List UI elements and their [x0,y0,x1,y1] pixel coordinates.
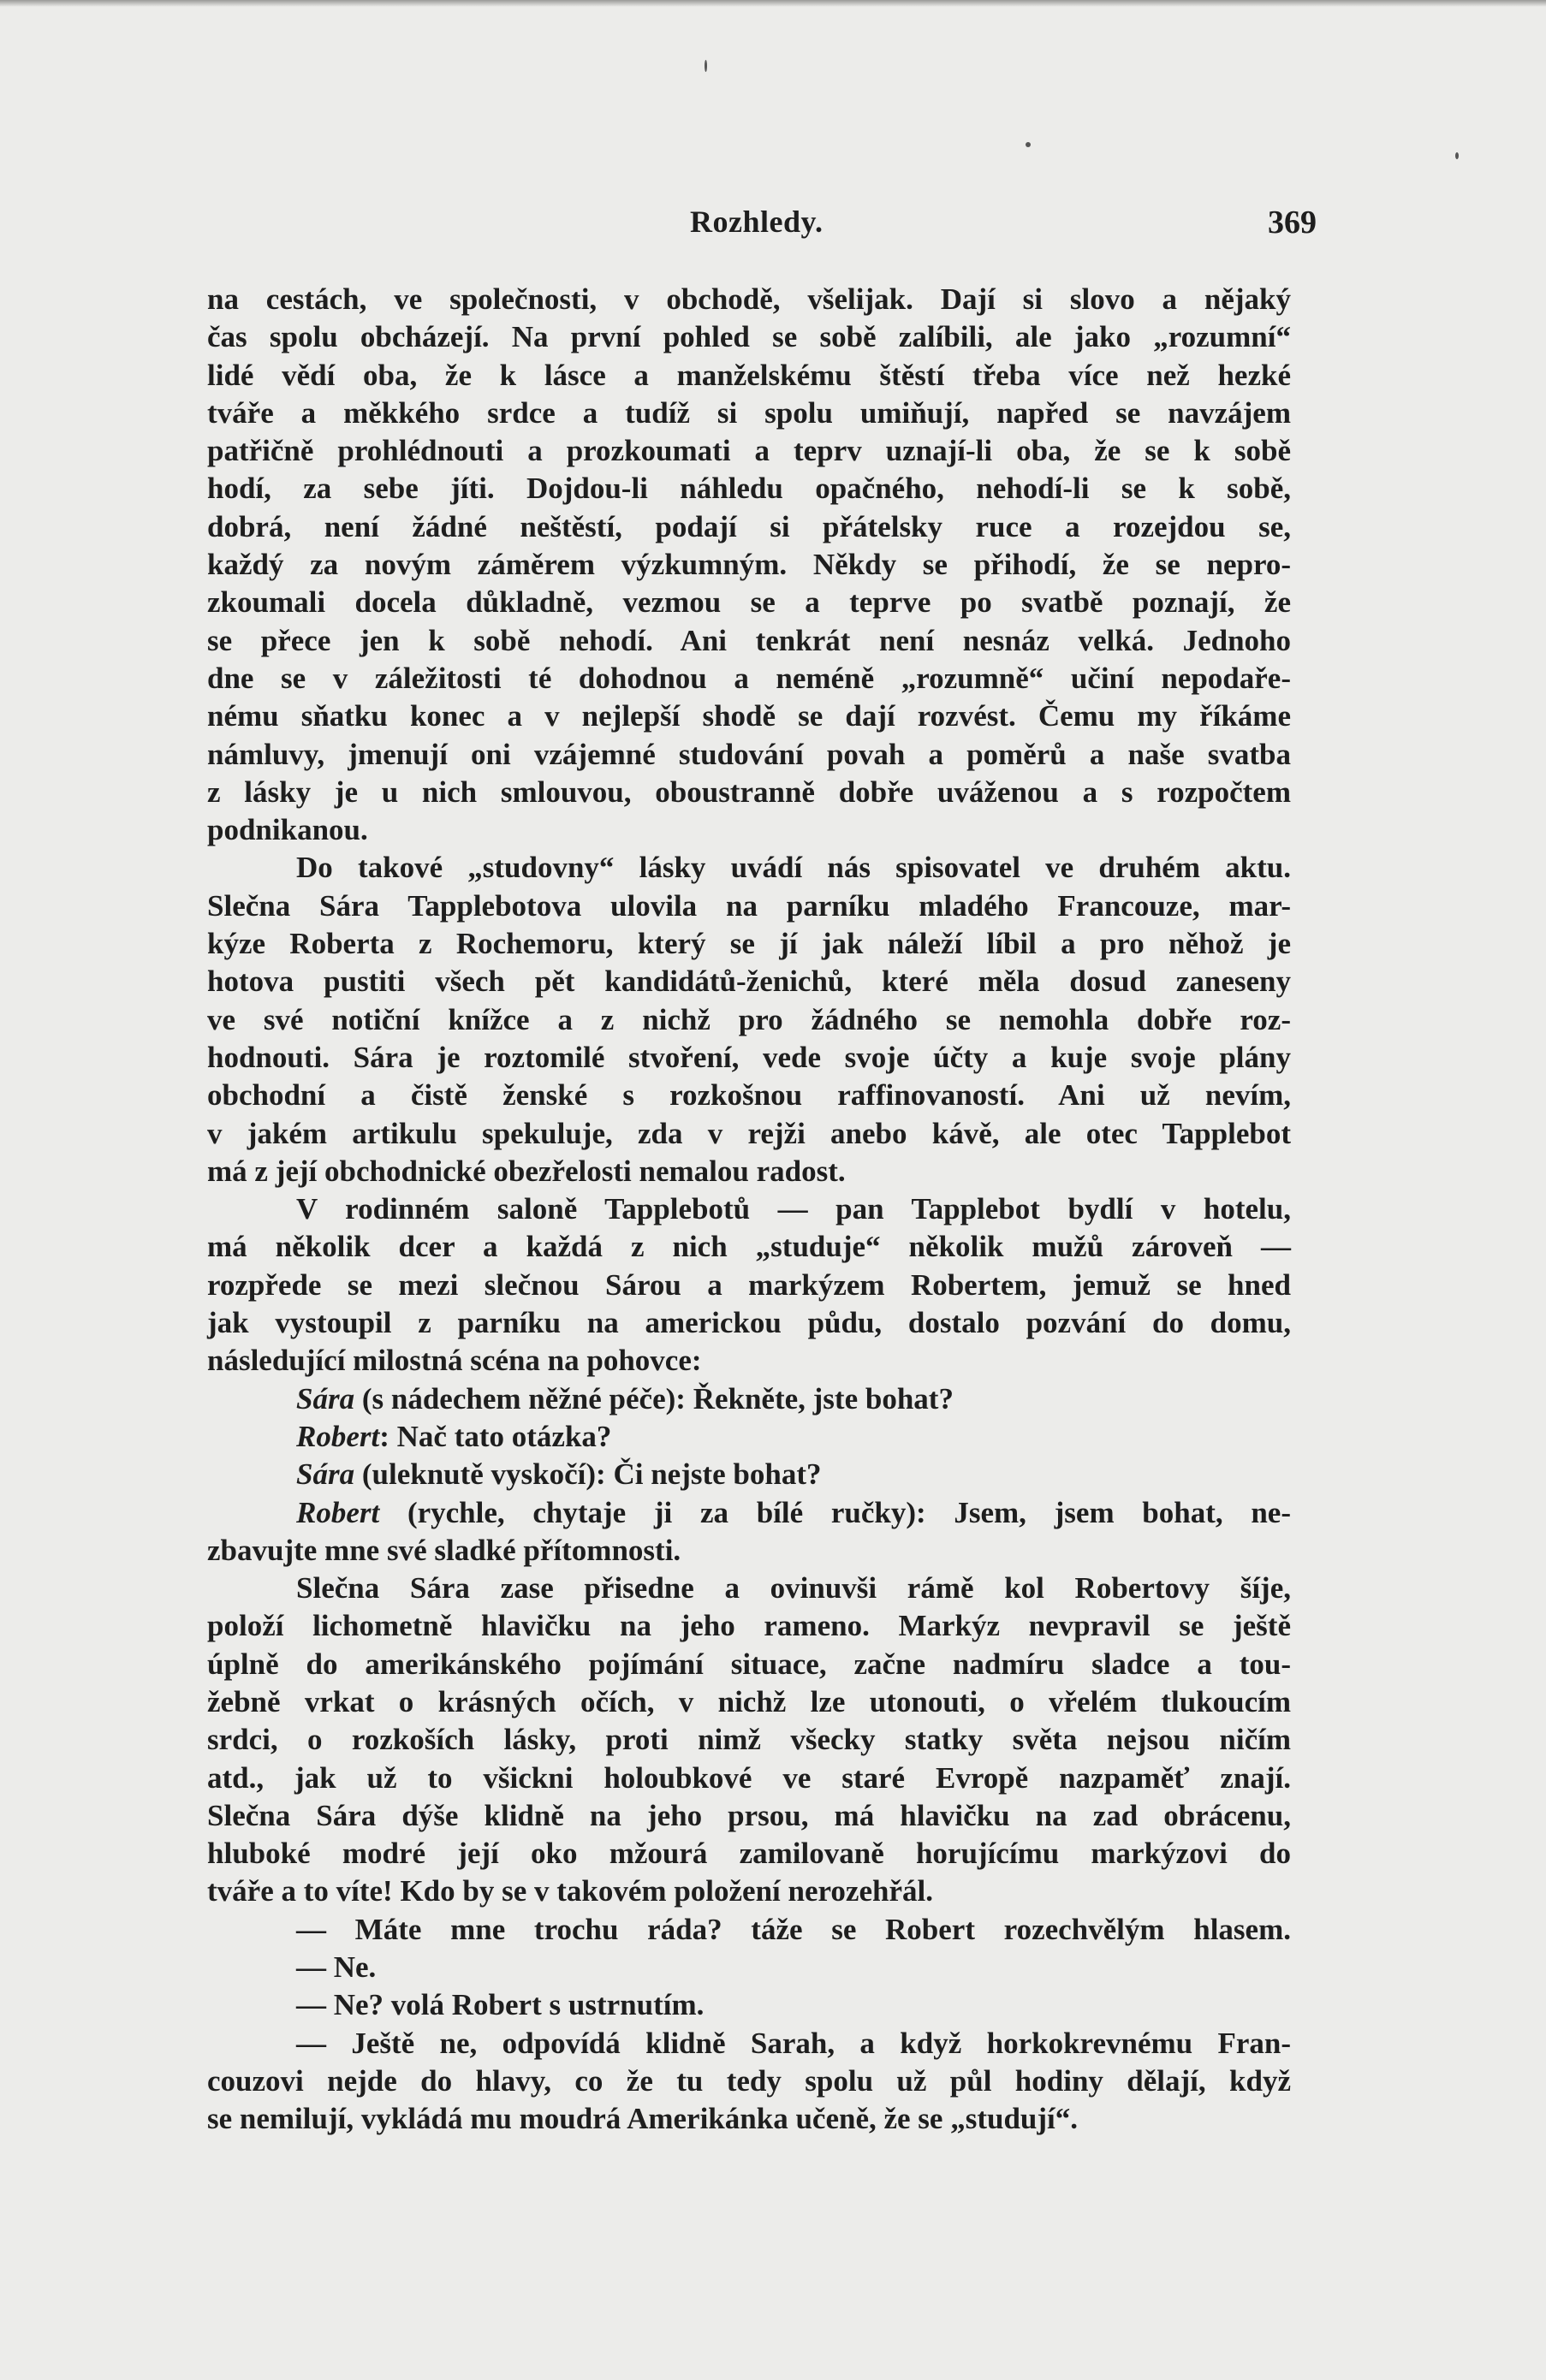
body-text [207,281,1291,2139]
speaker-robert: Robert [296,1495,380,1529]
scan-edge [0,0,1546,7]
text-line: dobrá, není žádné neštěstí, podají si přátelsky ruce a rozejdou se, [207,509,1291,543]
speaker-sara: Sára [296,1457,355,1492]
text-line: lidé vědí oba, že k lásce a manželskému štěstí třeba více než hezké [207,358,1291,392]
text-line: hodnouti. Sára je roztomilé stvoření, vede svoje účty a kuje svoje plány [207,1040,1291,1074]
text-line: couzovi nejde do hlavy, co že tu tedy spolu už půl hodiny dělají, když [207,2063,1291,2098]
page-number: 369 [1268,205,1317,240]
text-line: na cestách, ve společnosti, v obchodě, všelijak. Dají si slovo a nějaký [207,282,1291,316]
text-line: jak vystoupil z parníku na americkou půdu, dostalo pozvání do domu, [207,1306,1291,1340]
text-line: atd., jak už to všickni holoubkové ve staré Evropě nazpaměť znají. [207,1760,1291,1795]
text-line: tváře a měkkého srdce a tudíž si spolu umiňují, napřed se navzájem [207,395,1291,430]
text-line: zkoumali docela důkladně, vezmou se a teprve po svatbě poznají, že [207,585,1291,620]
page-header [204,204,1317,255]
dust-speck [705,60,707,72]
text-line: patřičně prohlédnouti a prozkoumati a teprv uznají-li oba, že se k sobě [207,434,1291,468]
text-line: — Ne. [296,1950,377,1985]
text-line: Slečna Sára Tapplebotova ulovila na parníku mladého Francouze, mar- [207,888,1291,923]
text-line: srdci, o rozkoších lásky, proti nimž všecky statky světa nejsou ničím [207,1723,1291,1757]
dialogue-text: (uleknutě vyskočí): Či nejste bohat? [361,1457,822,1492]
dust-speck [1455,152,1459,159]
text-line: se přece jen k sobě nehodí. Ani tenkrát není nesnáz velká. Jednoho [207,623,1291,657]
text-line: žebně vrkat o krásných očích, v nichž lze utonouti, o vřelém tlukoucím [207,1684,1291,1718]
text-line: položí lichometně hlavičku na jeho rameno. Markýz nevpravil se ještě [207,1609,1291,1643]
text-line: — Máte mne trochu ráda? táže se Robert rozechvělým hlasem. [296,1912,1291,1946]
dialogue-text: : Nač tato otázka? [379,1419,612,1453]
text-line: nému sňatku konec a v nejlepší shodě se dají rozvést. Čemu my říkáme [207,699,1291,733]
speaker-sara: Sára [296,1381,355,1416]
text-line: Slečna Sára zase přisedne a ovinuvši rámě kol Robertovy šíje, [296,1571,1291,1605]
text-line: má z její obchodnické obezřelosti nemalou radost. [207,1154,846,1188]
dialogue-line [207,1380,1291,1418]
dialogue-line [207,1494,1291,1532]
text-line: námluvy, jmenují oni vzájemné studování povah a poměrů a naše svatba [207,737,1291,771]
text-line: rozpřede se mezi slečnou Sárou a markýzem Robertem, jemuž se hned [207,1267,1291,1302]
text-line: z lásky je u nich smlouvou, oboustranně dobře uváženou a s rozpočtem [207,775,1291,809]
text-line: zbavujte mne své sladké přítomnosti. [207,1533,681,1567]
text-line: Slečna Sára dýše klidně na jeho prsou, má hlavičku na zad obrácenu, [207,1798,1291,1832]
dialogue-line [207,1456,1291,1493]
text-line: hluboké modré její oko mžourá zamilovaně horujícímu markýzovi do [207,1837,1291,1871]
text-line: úplně do amerikánského pojímání situace, začne nadmíru sladce a tou- [207,1647,1291,1681]
text-line: ve své notiční knížce a z nichž pro žádného se nemohla dobře roz- [207,1002,1291,1036]
text-line: hodí, za sebe jíti. Dojdou-li náhledu opačného, nehodí-li se k sobě, [207,472,1291,506]
text-line: hotova pustiti všech pět kandidátů-ženichů, které měla dosud zaneseny [207,964,1291,999]
text-line: V rodinném saloně Tapplebotů — pan Tapplebot bydlí v hotelu, [296,1192,1291,1226]
text-line: tváře a to víte! Kdo by se v takovém položení nerozehřál. [207,1874,933,1908]
text-line: každý za novým záměrem výzkumným. Někdy se přihodí, že se nepro- [207,548,1291,582]
dust-speck [1026,142,1031,147]
text-line: kýze Roberta z Rochemoru, který se jí jak náleží líbil a pro něhož je [207,927,1291,961]
text-line: podnikanou. [207,813,368,847]
dialogue-text: (s nádechem něžné péče): Řekněte, jste bohat? [361,1381,954,1416]
dialogue-text: (rychle, chytaje ji za bílé ručky): Jsem, jsem bohat, ne- [407,1495,1291,1529]
text-line: má několik dcer a každá z nich „studuje“ několik mužů zároveň — [207,1230,1291,1264]
speaker-robert: Robert [296,1419,380,1453]
text-line: — Ne? volá Robert s ustrnutím. [296,1988,705,2022]
dialogue-line [207,1418,1291,1456]
text-line: — Ještě ne, odpovídá klidně Sarah, a když horkokrevnému Fran- [296,2026,1291,2060]
text-line: následující milostná scéna na pohovce: [207,1344,702,1378]
text-line: obchodní a čistě ženské s rozkošnou raffinovaností. Ani už nevím, [207,1078,1291,1113]
text-line: Do takové „studovny“ lásky uvádí nás spisovatel ve druhém aktu. [296,851,1291,885]
text-line: se nemilují, vykládá mu moudrá Amerikánka učeně, že se „studují“. [207,2102,1078,2136]
text-line: čas spolu obcházejí. Na první pohled se sobě zalíbili, ale jako „rozumní“ [207,320,1291,354]
text-line: dne se v záležitosti té dohodnou a neméně „rozumně“ učiní nepodaře- [207,661,1291,695]
text-line: v jakém artikulu spekuluje, zda v rejži anebo kávě, ale otec Tapplebot [207,1116,1291,1150]
running-head: Rozhledy. [690,205,824,239]
